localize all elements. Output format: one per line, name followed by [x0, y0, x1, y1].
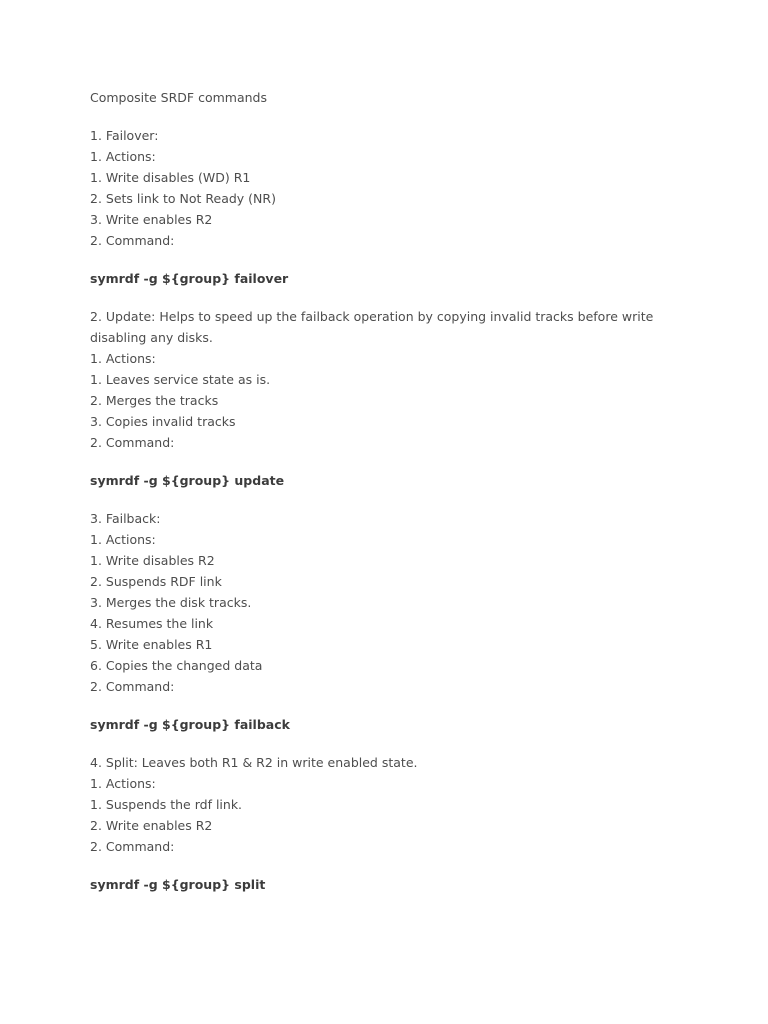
spacer	[90, 735, 710, 752]
update-action-item: 2. Merges the tracks	[90, 393, 219, 408]
failback-actions-label: 1. Actions:	[90, 532, 156, 547]
split-command: symrdf -g ${group} split	[90, 877, 266, 892]
spacer	[90, 289, 710, 306]
failover-command: symrdf -g ${group} failover	[90, 271, 289, 286]
failback-action-item: 6. Copies the changed data	[90, 658, 263, 673]
spacer	[90, 108, 710, 125]
failover-action-item: 1. Write disables (WD) R1	[90, 170, 251, 185]
failback-action-item: 2. Suspends RDF link	[90, 574, 222, 589]
split-action-item: 2. Write enables R2	[90, 818, 213, 833]
failback-action-item: 5. Write enables R1	[90, 637, 213, 652]
update-actions-label: 1. Actions:	[90, 351, 156, 366]
failback-action-item: 1. Write disables R2	[90, 553, 215, 568]
failover-actions-label: 1. Actions:	[90, 149, 156, 164]
document-body	[90, 87, 710, 895]
update-command: symrdf -g ${group} update	[90, 473, 285, 488]
failback-heading: 3. Failback:	[90, 511, 161, 526]
spacer	[90, 251, 710, 268]
failover-heading: 1. Failover:	[90, 128, 159, 143]
split-actions-label: 1. Actions:	[90, 776, 156, 791]
split-command-label: 2. Command:	[90, 839, 175, 854]
failback-action-item: 3. Merges the disk tracks.	[90, 595, 252, 610]
update-action-item: 3. Copies invalid tracks	[90, 414, 236, 429]
failover-command-label: 2. Command:	[90, 233, 175, 248]
failover-action-item: 3. Write enables R2	[90, 212, 213, 227]
spacer	[90, 453, 710, 470]
split-action-item: 1. Suspends the rdf link.	[90, 797, 243, 812]
update-command-label: 2. Command:	[90, 435, 175, 450]
failback-command: symrdf -g ${group} failback	[90, 717, 290, 732]
failover-action-item: 2. Sets link to Not Ready (NR)	[90, 191, 276, 206]
split-heading: 4. Split: Leaves both R1 & R2 in write enabled state.	[90, 755, 418, 770]
update-heading: 2. Update: Helps to speed up the failback operation by copying invalid tracks before write disabling any disks.	[90, 309, 654, 345]
update-action-item: 1. Leaves service state as is.	[90, 372, 271, 387]
spacer	[90, 491, 710, 508]
spacer	[90, 857, 710, 874]
document-title: Composite SRDF commands	[90, 90, 267, 105]
failback-command-label: 2. Command:	[90, 679, 175, 694]
spacer	[90, 697, 710, 714]
failback-action-item: 4. Resumes the link	[90, 616, 214, 631]
